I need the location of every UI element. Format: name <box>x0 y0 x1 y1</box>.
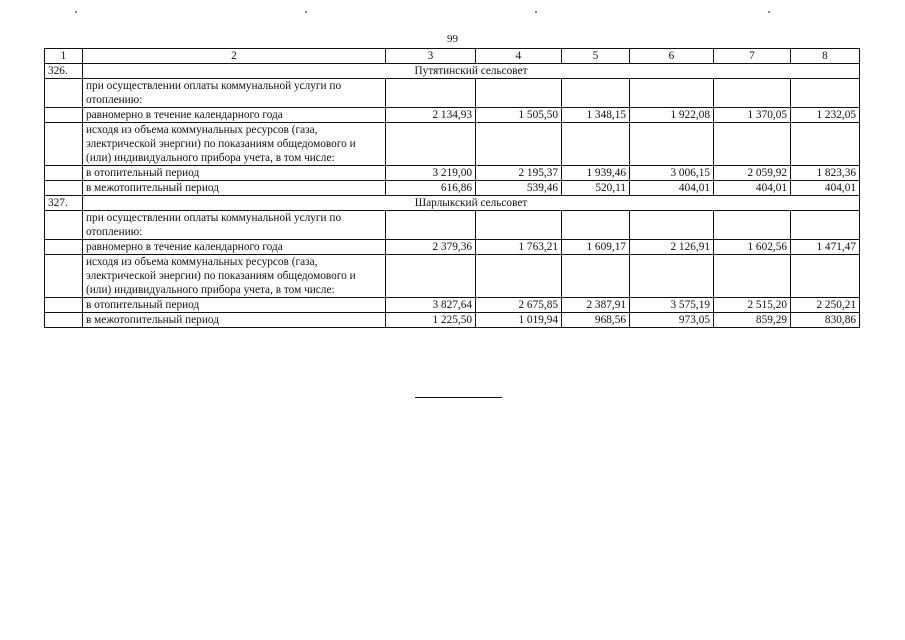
value-cell: 2 387,91 <box>562 298 630 313</box>
value-cell: 1 939,46 <box>562 166 630 181</box>
value-cell <box>714 255 791 298</box>
value-cell <box>562 255 630 298</box>
table-row <box>45 313 860 328</box>
value-cell: 1 505,50 <box>476 108 562 123</box>
value-cell: 2 134,93 <box>386 108 476 123</box>
value-cell: 3 006,15 <box>630 166 714 181</box>
column-number-row <box>45 49 860 64</box>
section-name: Шарлыкский сельсовет <box>83 196 860 211</box>
row-label: исходя из объема коммунальных ресурсов (газа, электрической энергии) по показаниям общедомового и (или) индивидуального прибора учета, в том числе: <box>83 123 386 166</box>
column-header: 5 <box>562 49 630 64</box>
table-row <box>45 108 860 123</box>
value-cell <box>386 255 476 298</box>
value-cell: 3 827,64 <box>386 298 476 313</box>
value-cell: 2 675,85 <box>476 298 562 313</box>
value-cell <box>386 211 476 240</box>
row-label: в межотопительный период <box>83 313 386 328</box>
row-label: при осуществлении оплаты коммунальной услуги по отоплению: <box>83 211 386 240</box>
value-cell: 404,01 <box>630 181 714 196</box>
column-header: 6 <box>630 49 714 64</box>
index-cell <box>45 211 83 240</box>
index-cell <box>45 240 83 255</box>
index-cell <box>45 79 83 108</box>
value-cell <box>562 211 630 240</box>
value-cell: 1 370,05 <box>714 108 791 123</box>
index-cell <box>45 166 83 181</box>
page-number: 99 <box>447 33 458 45</box>
column-header: 2 <box>83 49 386 64</box>
scan-speckles <box>0 11 905 17</box>
table-row <box>45 166 860 181</box>
index-cell <box>45 298 83 313</box>
value-cell <box>791 255 860 298</box>
value-cell: 1 763,21 <box>476 240 562 255</box>
column-header: 7 <box>714 49 791 64</box>
value-cell <box>386 123 476 166</box>
value-cell: 1 823,36 <box>791 166 860 181</box>
row-label: равномерно в течение календарного года <box>83 108 386 123</box>
row-label: в отопительный период <box>83 166 386 181</box>
value-cell: 1 348,15 <box>562 108 630 123</box>
table-row <box>45 240 860 255</box>
value-cell: 2 195,37 <box>476 166 562 181</box>
row-label: при осуществлении оплаты коммунальной услуги по отоплению: <box>83 79 386 108</box>
value-cell <box>630 255 714 298</box>
index-cell <box>45 108 83 123</box>
table-row <box>45 211 860 240</box>
value-cell <box>562 123 630 166</box>
value-cell: 2 515,20 <box>714 298 791 313</box>
index-cell <box>45 181 83 196</box>
column-header: 4 <box>476 49 562 64</box>
table-row <box>45 123 860 166</box>
value-cell <box>386 79 476 108</box>
value-cell: 616,86 <box>386 181 476 196</box>
value-cell: 830,86 <box>791 313 860 328</box>
section-header-row <box>45 64 860 79</box>
row-label: в межотопительный период <box>83 181 386 196</box>
table-row <box>45 181 860 196</box>
value-cell <box>714 123 791 166</box>
value-cell <box>562 79 630 108</box>
value-cell: 1 471,47 <box>791 240 860 255</box>
value-cell: 2 059,92 <box>714 166 791 181</box>
tariff-table <box>44 48 860 328</box>
row-label: равномерно в течение календарного года <box>83 240 386 255</box>
value-cell <box>714 79 791 108</box>
end-rule <box>415 397 502 398</box>
value-cell: 1 922,08 <box>630 108 714 123</box>
table-body <box>45 64 860 328</box>
value-cell: 1 019,94 <box>476 313 562 328</box>
value-cell: 1 232,05 <box>791 108 860 123</box>
value-cell: 968,56 <box>562 313 630 328</box>
section-index: 326. <box>45 64 83 79</box>
row-label: исходя из объема коммунальных ресурсов (газа, электрической энергии) по показаниям общедомового и (или) индивидуального прибора учета, в том числе: <box>83 255 386 298</box>
value-cell: 1 602,56 <box>714 240 791 255</box>
value-cell: 859,29 <box>714 313 791 328</box>
value-cell: 2 126,91 <box>630 240 714 255</box>
table-row <box>45 255 860 298</box>
value-cell: 520,11 <box>562 181 630 196</box>
value-cell: 1 609,17 <box>562 240 630 255</box>
value-cell: 404,01 <box>714 181 791 196</box>
section-index: 327. <box>45 196 83 211</box>
column-header: 1 <box>45 49 83 64</box>
value-cell <box>476 211 562 240</box>
value-cell <box>630 123 714 166</box>
value-cell: 539,46 <box>476 181 562 196</box>
value-cell <box>476 255 562 298</box>
value-cell: 404,01 <box>791 181 860 196</box>
table-row <box>45 298 860 313</box>
value-cell <box>791 211 860 240</box>
table-row <box>45 79 860 108</box>
value-cell <box>714 211 791 240</box>
index-cell <box>45 313 83 328</box>
index-cell <box>45 255 83 298</box>
value-cell: 3 575,19 <box>630 298 714 313</box>
value-cell: 973,05 <box>630 313 714 328</box>
value-cell <box>791 123 860 166</box>
section-name: Путятинский сельсовет <box>83 64 860 79</box>
value-cell <box>791 79 860 108</box>
value-cell <box>476 123 562 166</box>
index-cell <box>45 123 83 166</box>
column-header: 8 <box>791 49 860 64</box>
value-cell: 2 250,21 <box>791 298 860 313</box>
value-cell: 2 379,36 <box>386 240 476 255</box>
value-cell <box>630 79 714 108</box>
section-header-row <box>45 196 860 211</box>
value-cell: 3 219,00 <box>386 166 476 181</box>
value-cell <box>476 79 562 108</box>
value-cell: 1 225,50 <box>386 313 476 328</box>
column-header: 3 <box>386 49 476 64</box>
row-label: в отопительный период <box>83 298 386 313</box>
value-cell <box>630 211 714 240</box>
